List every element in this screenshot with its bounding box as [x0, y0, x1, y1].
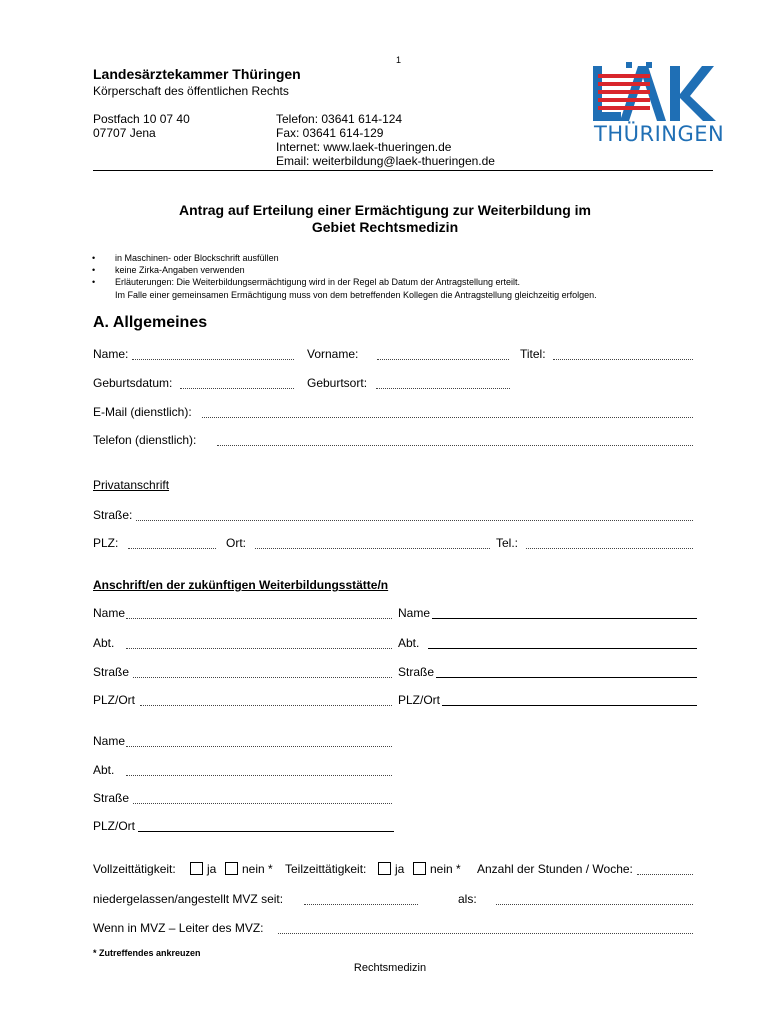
privat-ort-field[interactable] [255, 536, 490, 549]
mvz-seit-field[interactable] [304, 892, 418, 905]
teilzeit-label: Teilzeittätigkeit: [285, 862, 367, 876]
teilzeit-nein-checkbox[interactable] [413, 862, 426, 875]
vollzeit-label: Vollzeittätigkeit: [93, 862, 176, 876]
telefon-field[interactable] [217, 433, 693, 446]
wb1-name-field[interactable] [126, 606, 392, 619]
logo-subtitle: THÜRINGEN [594, 122, 725, 146]
stunden-field[interactable] [637, 862, 693, 875]
telefon: Telefon: 03641 614-124 [276, 112, 403, 126]
vollzeit-ja-label: ja [207, 862, 217, 876]
header-divider [93, 170, 713, 171]
instruction-item: in Maschinen- oder Blockschrift ausfüllen [115, 253, 279, 263]
vorname-field[interactable] [377, 347, 509, 360]
page-number: 1 [396, 55, 402, 65]
section-a-heading: A. Allgemeines [93, 314, 208, 331]
page-footer: Rechtsmedizin [353, 962, 427, 974]
weiterbildung-heading: Anschrift/en der zukünftigen Weiterbildungsstätte/n [93, 578, 389, 592]
wb1-strasse-field[interactable] [133, 665, 392, 678]
wb3-name-field[interactable] [126, 734, 392, 747]
wb3-strasse-field[interactable] [133, 791, 392, 804]
privat-strasse-field[interactable] [136, 508, 693, 521]
vollzeit-nein-checkbox[interactable] [225, 862, 238, 875]
geburtsort-field[interactable] [376, 376, 510, 389]
wb3-plzort-field[interactable] [138, 819, 394, 832]
geburtsdatum-field[interactable] [180, 376, 294, 389]
email-field[interactable] [202, 405, 693, 418]
geburtsort-label: Geburtsort: [307, 376, 368, 390]
wb1-abt-label: Abt. [93, 636, 115, 650]
wb2-name-label: Name [398, 606, 431, 620]
telefon-label: Telefon (dienstlich): [93, 433, 197, 447]
mvz-als-field[interactable] [496, 892, 693, 905]
wb2-abt-label: Abt. [398, 636, 420, 650]
stunden-label: Anzahl der Stunden / Woche: [477, 862, 633, 876]
org-subtitle: Körperschaft des öffentlichen Rechts [93, 84, 289, 98]
bullet-icon: • [92, 265, 96, 275]
privat-ort-label: Ort: [226, 536, 246, 550]
wb2-name-field[interactable] [432, 606, 697, 619]
vorname-label: Vorname: [307, 347, 359, 361]
geburtsdatum-label: Geburtsdatum: [93, 376, 173, 390]
wb2-strasse-field[interactable] [436, 665, 697, 678]
name-label: Name: [93, 347, 129, 361]
wb3-abt-label: Abt. [93, 763, 115, 777]
city: 07707 Jena [93, 126, 156, 140]
email-label: E-Mail (dienstlich): [93, 405, 192, 419]
teilzeit-ja-checkbox[interactable] [378, 862, 391, 875]
vollzeit-nein-label: nein * [242, 862, 273, 876]
wb2-strasse-label: Straße [398, 665, 435, 679]
privat-plz-field[interactable] [128, 536, 216, 549]
privatanschrift-heading: Privatanschrift [93, 478, 170, 492]
wb1-strasse-label: Straße [93, 665, 130, 679]
form-title-line2: Gebiet Rechtsmedizin [311, 219, 459, 235]
org-name: Landesärztekammer Thüringen [93, 66, 301, 82]
postfach: Postfach 10 07 40 [93, 112, 190, 126]
email: Email: weiterbildung@laek-thueringen.de [276, 154, 495, 168]
wb3-name-label: Name [93, 734, 126, 748]
wb1-plzort-field[interactable] [140, 693, 392, 706]
vollzeit-ja-checkbox[interactable] [190, 862, 203, 875]
privat-tel-field[interactable] [526, 536, 693, 549]
wb2-abt-field[interactable] [428, 636, 697, 649]
wb1-abt-field[interactable] [126, 636, 392, 649]
titel-label: Titel: [520, 347, 546, 361]
laek-logo [590, 60, 740, 155]
als-label: als: [458, 892, 477, 906]
bullet-icon: • [92, 277, 96, 287]
privat-plz-label: PLZ: [93, 536, 119, 550]
fax: Fax: 03641 614-129 [276, 126, 384, 140]
bullet-icon: • [92, 253, 96, 263]
mvz-label: niedergelassen/angestellt MVZ seit: [93, 892, 284, 906]
titel-field[interactable] [553, 347, 693, 360]
privat-tel-label: Tel.: [496, 536, 519, 550]
instruction-item: Erläuterungen: Die Weiterbildungsermächtigung wird in der Regel ab Datum der Antragstellung erteilt. [115, 277, 521, 287]
wb3-abt-field[interactable] [126, 763, 392, 776]
form-title-line1: Antrag auf Erteilung einer Ermächtigung zur Weiterbildung im [179, 202, 591, 218]
wb1-plzort-label: PLZ/Ort [93, 693, 136, 707]
wb2-plzort-field[interactable] [442, 693, 697, 706]
internet: Internet: www.laek-thueringen.de [276, 140, 452, 154]
footnote: * Zutreffendes ankreuzen [93, 948, 201, 958]
wb3-strasse-label: Straße [93, 791, 130, 805]
wb3-plzort-label: PLZ/Ort [93, 819, 136, 833]
leiter-field[interactable] [278, 921, 693, 934]
instruction-item: Im Falle einer gemeinsamen Ermächtigung muss von dem betreffenden Kollegen die Antragstellung gleichzeitig erfolgen. [115, 290, 597, 300]
teilzeit-ja-label: ja [395, 862, 405, 876]
instruction-item: keine Zirka-Angaben verwenden [115, 265, 245, 275]
wb1-name-label: Name [93, 606, 126, 620]
privat-strasse-label: Straße: [93, 508, 133, 522]
leiter-label: Wenn in MVZ – Leiter des MVZ: [93, 921, 264, 935]
wb2-plzort-label: PLZ/Ort [398, 693, 441, 707]
teilzeit-nein-label: nein * [430, 862, 461, 876]
name-field[interactable] [132, 347, 294, 360]
